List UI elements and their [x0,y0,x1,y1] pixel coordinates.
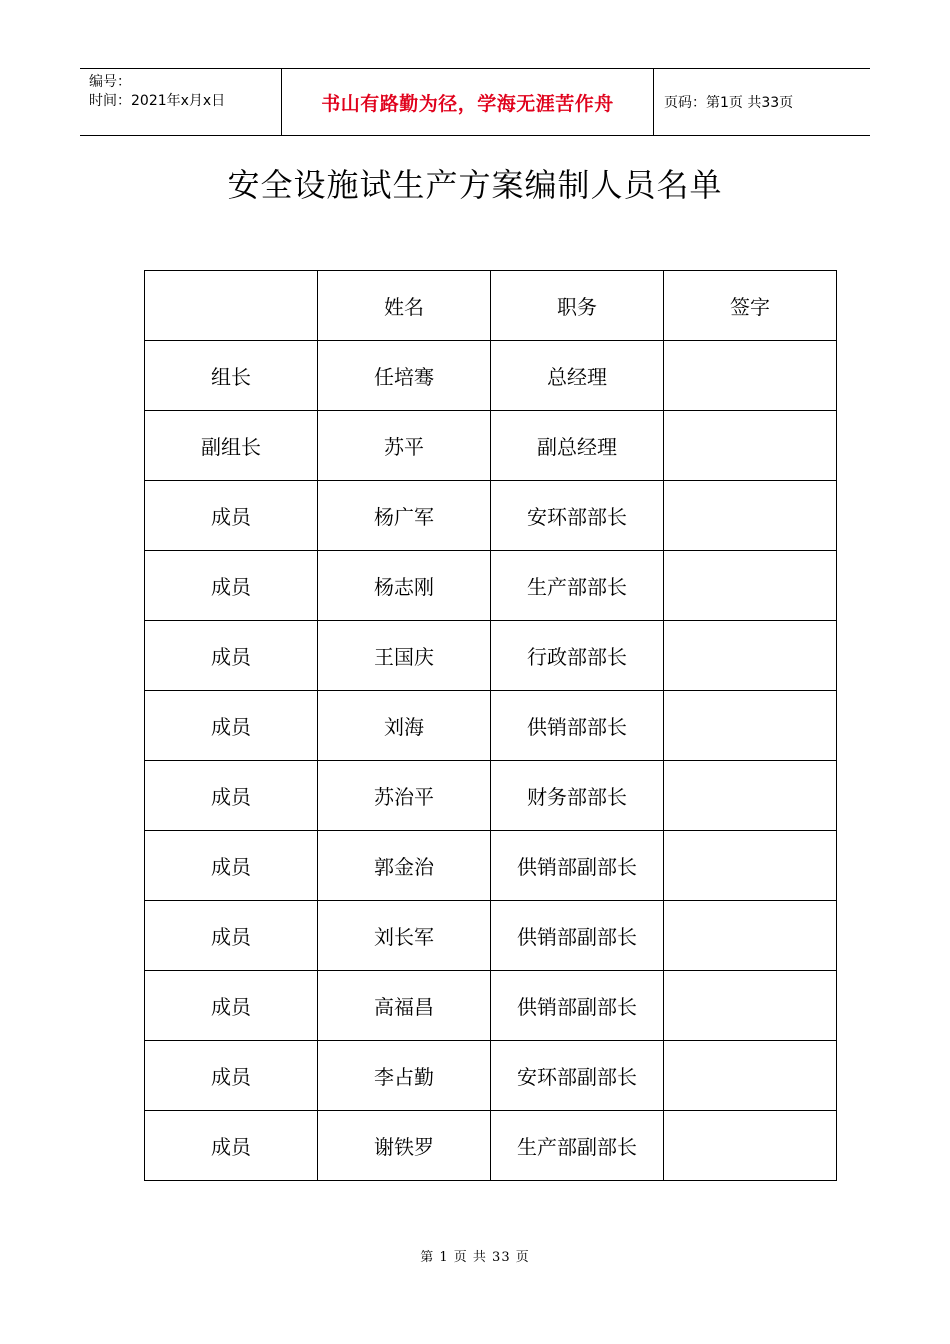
signature-cell[interactable] [664,621,837,691]
role-cell: 成员 [145,551,318,621]
position-cell: 副总经理 [491,411,664,481]
signature-cell[interactable] [664,551,837,621]
position-cell: 安环部副部长 [491,1041,664,1111]
role-cell: 成员 [145,691,318,761]
table-row [145,831,837,901]
position-cell: 供销部副部长 [491,901,664,971]
signature-cell[interactable] [664,831,837,901]
page-footer: 第 1 页 共 33 页 [420,1250,530,1265]
header-meta [80,69,282,135]
signature-cell[interactable] [664,411,837,481]
signature-cell[interactable] [664,971,837,1041]
page-header [80,68,870,136]
name-cell: 杨志刚 [318,551,491,621]
position-cell: 生产部部长 [491,551,664,621]
table-row [145,411,837,481]
role-cell: 成员 [145,1111,318,1181]
role-cell: 成员 [145,621,318,691]
document-title: 安全设施试生产方案编制人员名单 [227,166,723,204]
name-cell: 任培骞 [318,341,491,411]
name-cell: 苏治平 [318,761,491,831]
name-cell: 刘长军 [318,901,491,971]
role-cell: 成员 [145,1041,318,1111]
signature-cell[interactable] [664,341,837,411]
name-cell: 高福昌 [318,971,491,1041]
signature-cell[interactable] [664,761,837,831]
position-cell: 财务部部长 [491,761,664,831]
name-cell: 王国庆 [318,621,491,691]
table-header-row [145,271,837,341]
signature-cell[interactable] [664,1041,837,1111]
table-row [145,761,837,831]
name-cell: 郭金治 [318,831,491,901]
position-cell: 供销部副部长 [491,971,664,1041]
role-cell: 成员 [145,481,318,551]
table-body [145,341,837,1181]
signature-cell[interactable] [664,901,837,971]
column-header-role [145,271,318,341]
column-header-signature: 签字 [664,271,837,341]
document-number-label: 编号： [89,74,131,90]
role-cell: 成员 [145,971,318,1041]
role-cell: 副组长 [145,411,318,481]
table-row [145,341,837,411]
table-row [145,621,837,691]
table-row [145,481,837,551]
header-motto: 书山有路勤为径，学海无涯苦作舟 [282,69,654,135]
table-row [145,551,837,621]
header-page-info: 页码：第1页 共33页 [664,95,794,111]
table-row [145,1041,837,1111]
role-cell: 成员 [145,761,318,831]
position-cell: 总经理 [491,341,664,411]
document-date: 时间：2021年x月x日 [89,93,226,109]
name-cell: 杨广军 [318,481,491,551]
column-header-position: 职务 [491,271,664,341]
table-row [145,1111,837,1181]
position-cell: 供销部部长 [491,691,664,761]
name-cell: 苏平 [318,411,491,481]
column-header-name: 姓名 [318,271,491,341]
table-row [145,901,837,971]
role-cell: 组长 [145,341,318,411]
role-cell: 成员 [145,901,318,971]
name-cell: 谢铁罗 [318,1111,491,1181]
name-cell: 李占勤 [318,1041,491,1111]
table-row [145,971,837,1041]
signature-cell[interactable] [664,1111,837,1181]
position-cell: 安环部部长 [491,481,664,551]
name-cell: 刘海 [318,691,491,761]
signature-cell[interactable] [664,691,837,761]
staff-table [144,270,837,1181]
role-cell: 成员 [145,831,318,901]
position-cell: 供销部副部长 [491,831,664,901]
signature-cell[interactable] [664,481,837,551]
position-cell: 行政部部长 [491,621,664,691]
table-row [145,691,837,761]
position-cell: 生产部副部长 [491,1111,664,1181]
